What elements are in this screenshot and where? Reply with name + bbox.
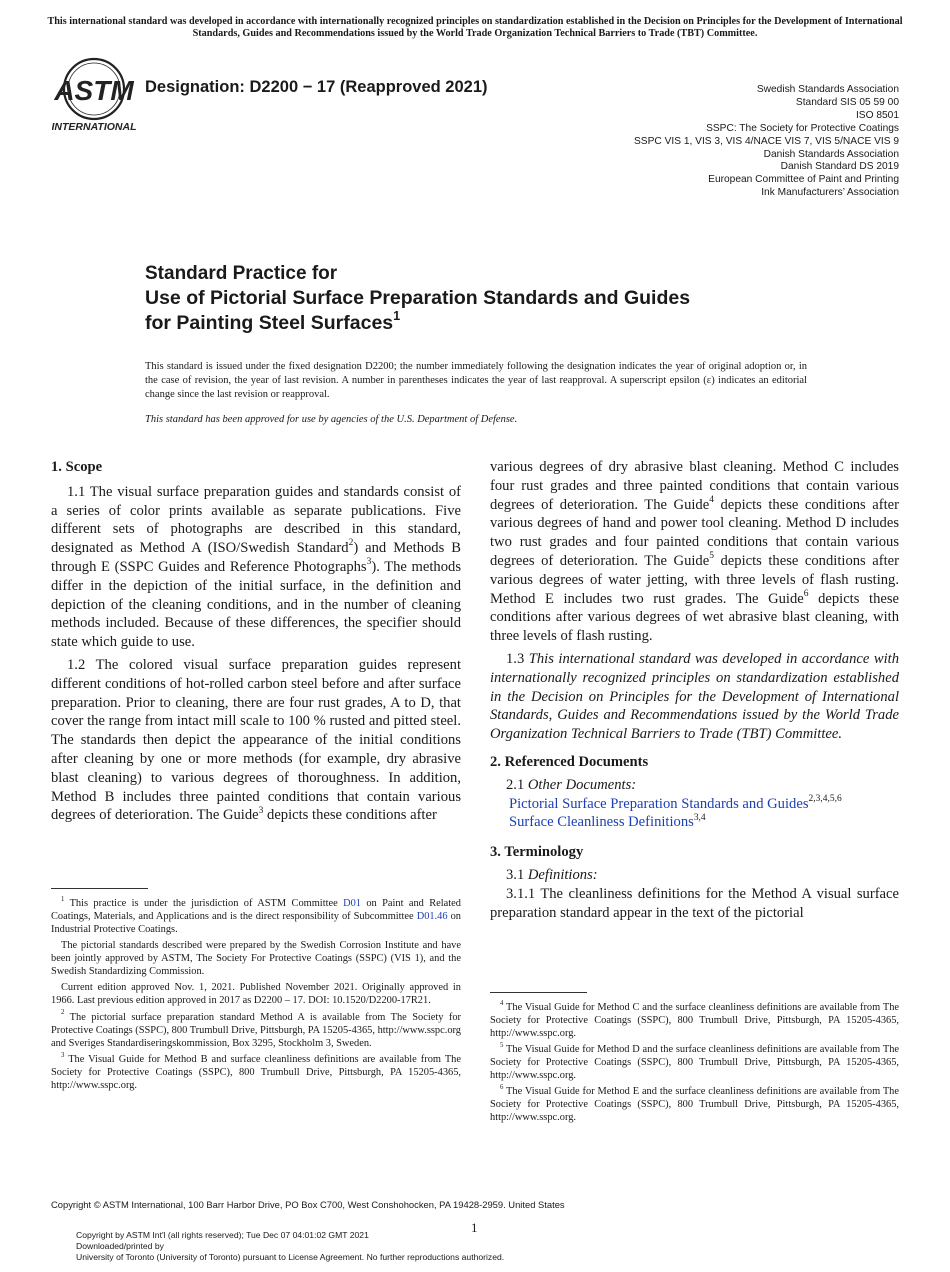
committee-link[interactable]: D01: [343, 898, 361, 909]
document-title: [145, 262, 845, 335]
title-line: Use of Pictorial Surface Preparation Standards and Guides: [145, 287, 691, 309]
footnote-3: $^3$ The Visual Guide for Method B and surface cleanliness definitions are available from The Society for Protective Coatings (SSPC), 800 Trumbull Drive, Pittsburgh, PA 15205-4365, http://www.sspc.org.: [51, 1051, 461, 1091]
footnote-ref: 2,3,4,5,6: [808, 793, 842, 804]
download-info: [76, 1230, 504, 1263]
download-info-line: Copyright by ASTM Int'l (all rights reserved); Tue Dec 07 04:01:02 GMT 2021: [76, 1230, 369, 1240]
org-line: European Committee of Paint and Printing: [708, 174, 899, 186]
dod-approval-note: This standard has been approved for use by agencies of the U.S. Department of Defense.: [145, 414, 518, 425]
paragraph-3-1-1: 3.1.1 The cleanliness definitions for the Method A visual surface preparation standard appear in the text of the pictorial: [490, 885, 899, 921]
reference-item: [490, 813, 899, 832]
page-number: 1: [471, 1220, 478, 1235]
footnote-ref: 4: [709, 494, 714, 505]
footnote-ref: 3,4: [693, 812, 706, 823]
footnote-ref: 5: [709, 551, 714, 562]
footnote-ref: 3: [366, 557, 372, 568]
subsection-2-1: 2.1 Other Documents:: [506, 776, 637, 793]
org-line: Ink Manufacturers’ Association: [761, 187, 899, 199]
footnote-5: $^5$ The Visual Guide for Method D and the surface cleanliness definitions are available from The Society for Protective Coatings (SSPC), 800 Trumbull Drive, Pittsburgh, PA 15205-4365, http://www.sspc.org.: [490, 1042, 899, 1082]
org-line: ISO 8501: [855, 109, 899, 121]
subcommittee-link[interactable]: D01.46: [416, 911, 448, 922]
left-column: [51, 458, 461, 825]
org-line: Standard SIS 05 59 00: [795, 96, 899, 108]
footnote-1-para-2: The pictorial standards described were prepared by the Swedish Corrosion Institute and have been jointly approved by ASTM, The Society For Protective Coatings (SSPC) (VIS 1), and the Swedish Standardizing Commission.: [51, 940, 461, 978]
footnote-ref: 1: [393, 308, 401, 323]
footnote-1: $^1$ This practice is under the jurisdiction of ASTM Committee D01 on Paint and Related Coatings, Materials, and Applications and is the direct responsibility of Subcommittee D01.46 on Industrial Protective Coatings.: [51, 895, 461, 935]
paragraph-1-2: 1.2 The colored visual surface preparation guides represent different conditions of hot-rolled carbon steel before and after surface preparation. Prior to cleaning, there are four rust grades, A to D, that cover the range from intact mill scale to 100 % rusted and pitted steel. The standards then depict the appearance of the initial conditions after cleaning by one or more methods (for example, dry abrasive blast cleaning) to various degrees of thoroughness. In addition, Method B includes three painted conditions that contain various degrees of deterioration. The Guide$^3$ depicts these conditions after: [51, 656, 461, 824]
footnote-4: $^4$ The Visual Guide for Method C and the surface cleanliness definitions are available from The Society for Protective Coatings (SSPC), 800 Trumbull Drive, Pittsburgh, PA 15205-4365, http://www.sspc.org.: [490, 999, 899, 1039]
section-heading: 1. Scope: [51, 459, 103, 475]
footnote-ref: 3: [258, 805, 264, 816]
org-line: SSPC VIS 1, VIS 3, VIS 4/NACE VIS 7, VIS 5/NACE VIS 9: [634, 135, 899, 147]
paragraph-1-1: 1.1 The visual surface preparation guides and standards consist of a series of color prints available as separate publications. Five different sets of photographs are described in this standard, designated as Method A (ISO/Swedish Standard$^2$) and Methods B through E (SSPC Guides and Reference Photographs$^3$). The methods differ in the depiction of the initial surface, in the definition and depiction of the cleaning conditions, and in the number of cleaning methods included. Because of these differences, the specifier should state which guide to use.: [51, 483, 461, 651]
footnotes-left: [51, 897, 461, 1095]
tbt-notice: This international standard was developed in accordance with internationally recognized principles on standardization established in the Decision on Principles for the Development of International Standards, Guides and Recommendations issued by the World Trade Organization Technical Barriers to Trade (TBT) Committee.: [47, 16, 903, 39]
footnote-2: $^2$ The pictorial surface preparation standard Method A is available from The Society for Protective Coatings (SSPC), 800 Trumbull Drive, Pittsburgh, PA 15205-4365, http://www.sspc.org and Sveriges Standardiseringskommission, Box 3295, Stockholm 3, Sweden.: [51, 1009, 461, 1049]
astm-logo: [52, 56, 136, 134]
footnote-6: $^6$ The Visual Guide for Method E and the surface cleanliness definitions are available from The Society for Protective Coatings (SSPC), 800 Trumbull Drive, Pittsburgh, PA 15205-4365, http://www.sspc.org.: [490, 1084, 899, 1124]
org-line: SSPC: The Society for Protective Coatings: [706, 122, 899, 134]
copyright-line: Copyright © ASTM International, 100 Barr Harbor Drive, PO Box C700, West Conshohocken, PA 19428-2959. United States: [51, 1199, 565, 1210]
org-line: Danish Standard DS 2019: [780, 161, 899, 173]
title-line: [145, 308, 845, 336]
download-info-line: University of Toronto (University of Toronto) pursuant to License Agreement. No further reproductions authorized.: [76, 1252, 505, 1262]
adopting-organizations: [634, 84, 899, 200]
astm-logo-mark: [52, 56, 136, 134]
paragraph-1-3: 1.3 This international standard was developed in accordance with internationally recognized principles on standardization established in the Decision on Principles for the Development of International Standards, Guides and Recommendations issued by the World Trade Organization Technical Barriers to Trade (TBT) Committee.: [490, 650, 900, 743]
section-heading: 2. Referenced Documents: [490, 753, 649, 770]
right-column: [490, 458, 899, 922]
download-info-line: Downloaded/printed by: [76, 1241, 164, 1251]
reference-item: [490, 795, 899, 814]
footnote-ref: 2: [348, 538, 354, 549]
designation: Designation: D2200 − 17 (Reapproved 2021): [145, 78, 488, 96]
footnote-ref: 6: [803, 588, 809, 599]
paragraph-1-2-continued: various degrees of dry abrasive blast cleaning. Method C includes four rust grades and three painted conditions that contain various degrees of deterioration. The Guide$^4$ depicts these conditions after various degrees of hand and power tool cleaning. Method D includes two rust grades and four painted conditions that contain various degrees of deterioration. The Guide$^5$ depicts these conditions after various degrees of water jetting, with three levels of flash rusting. Method E includes two rust grades. The Guide$^6$ depicts these conditions after various degrees of wet abrasive blast cleaning, with three levels of flash rusting.: [490, 459, 899, 645]
title-text: for Painting Steel Surfaces: [145, 311, 394, 334]
footnotes-right: [490, 1001, 899, 1128]
issue-note: This standard is issued under the fixed designation D2200; the number immediately following the designation indicates the year of original adoption or, in the case of revision, the year of last revision. A number in parentheses indicates the year of last reapproval. A superscript epsilon (ε) indicates an editorial change since the last revision or reapproval.: [145, 361, 807, 400]
logo-letters: ASTM: [54, 75, 134, 106]
footnote-1-para-3: Current edition approved Nov. 1, 2021. Published November 2021. Originally approved in 1966. Last previous edition approved in 2017 as D2200 – 17. DOI: 10.1520/D2200-17R21.: [51, 982, 461, 1007]
title-line: Standard Practice for: [145, 263, 338, 284]
logo-label: INTERNATIONAL: [52, 121, 136, 133]
org-line: Swedish Standards Association: [756, 84, 899, 95]
cleanliness-definitions-link[interactable]: Surface Cleanliness Definitions: [509, 814, 694, 831]
footnote-divider: [51, 888, 148, 889]
pictorial-standards-link[interactable]: Pictorial Surface Preparation Standards and Guides: [509, 795, 809, 812]
section-heading: 3. Terminology: [490, 844, 584, 861]
org-line: Danish Standards Association: [763, 148, 899, 160]
subsection-3-1: 3.1 Definitions:: [506, 866, 598, 883]
footnote-divider: [490, 992, 587, 993]
